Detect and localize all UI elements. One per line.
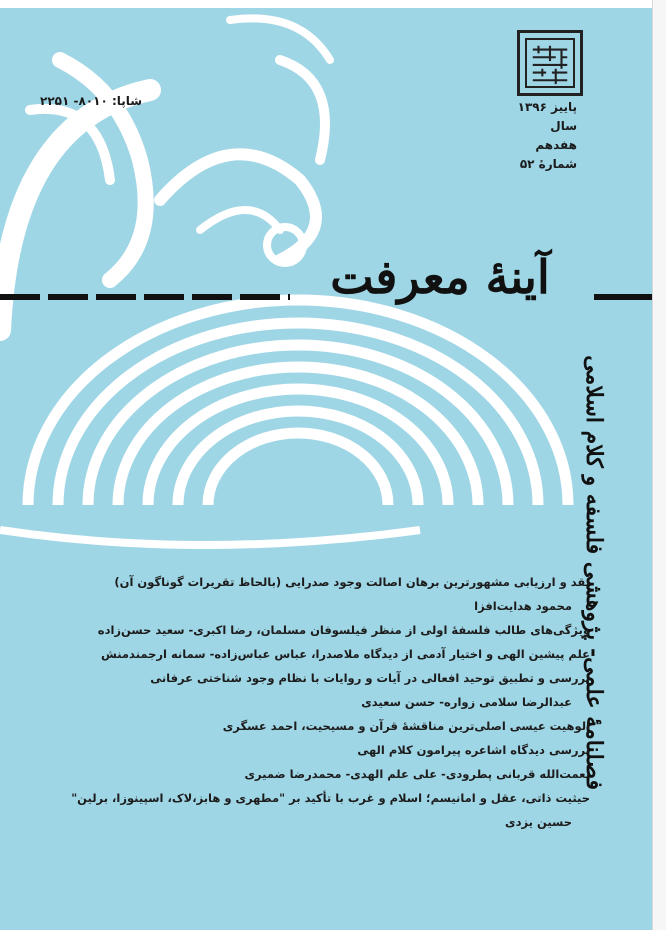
toc-item: حیثیت ذاتی، عقل و امانیسم؛ اسلام و غرب با تأکید بر "مطهری و هابز،لاک، اسپینوزا، برلین" xyxy=(71,791,590,805)
toc-author: حسین یزدی xyxy=(505,815,572,829)
issn-label: شاپا: ۸۰۱۰- ۲۲۵۱ xyxy=(40,94,143,108)
title-rule-right xyxy=(594,294,652,300)
issue-info xyxy=(505,98,577,174)
toc-item: ویژگی‌های طالب فلسفهٔ اولی از منظر فیلسوفان مسلمان، رضا اکبری- سعید حسن‌زاده xyxy=(97,623,590,637)
table-of-contents xyxy=(40,570,590,834)
toc-item: الوهیت عیسی اصلی‌ترین مناقشهٔ قرآن و مسیحیت، احمد عسگری xyxy=(222,719,590,733)
issue-year: سال هفدهم xyxy=(535,119,577,152)
issue-season: پاییز ۱۳۹۶ xyxy=(517,100,577,114)
toc-item: بررسی و تطبیق توحید افعالی در آیات و روایات با نظام وجود شناختی عرفانی xyxy=(150,671,590,685)
toc-author: محمود هدایت‌افزا xyxy=(474,599,572,613)
toc-item: علم پیشین الهی و اختیار آدمی از دیدگاه ملاصدرا، عباس عباس‌زاده- سمانه ارجمندمنش xyxy=(100,647,590,661)
title-rule-left xyxy=(0,294,290,300)
toc-item: بررسی دیدگاه اشاعره پیرامون کلام الهی xyxy=(357,743,590,757)
toc-item: نقد و ارزیابی مشهورترین برهان اصالت وجود صدرایی (بالحاظ تقریرات گوناگون آن) xyxy=(114,575,590,589)
toc-author: عبدالرضا سلامی زواره- حسن سعیدی xyxy=(361,695,572,709)
toc-author: نعمت‌الله قربانی پطرودی- علی علم الهدی- محمدرضا ضمیری xyxy=(244,767,590,781)
journal-title: آینهٔ معرفت xyxy=(330,250,550,304)
issue-number: شمارهٔ ۵۲ xyxy=(519,157,577,171)
page-edge xyxy=(652,0,666,930)
university-seal-icon xyxy=(517,30,583,96)
journal-subtitle: فصلنامهٔ علمی- پژوهشی فلسفه و کلام اسلامی xyxy=(581,355,607,790)
